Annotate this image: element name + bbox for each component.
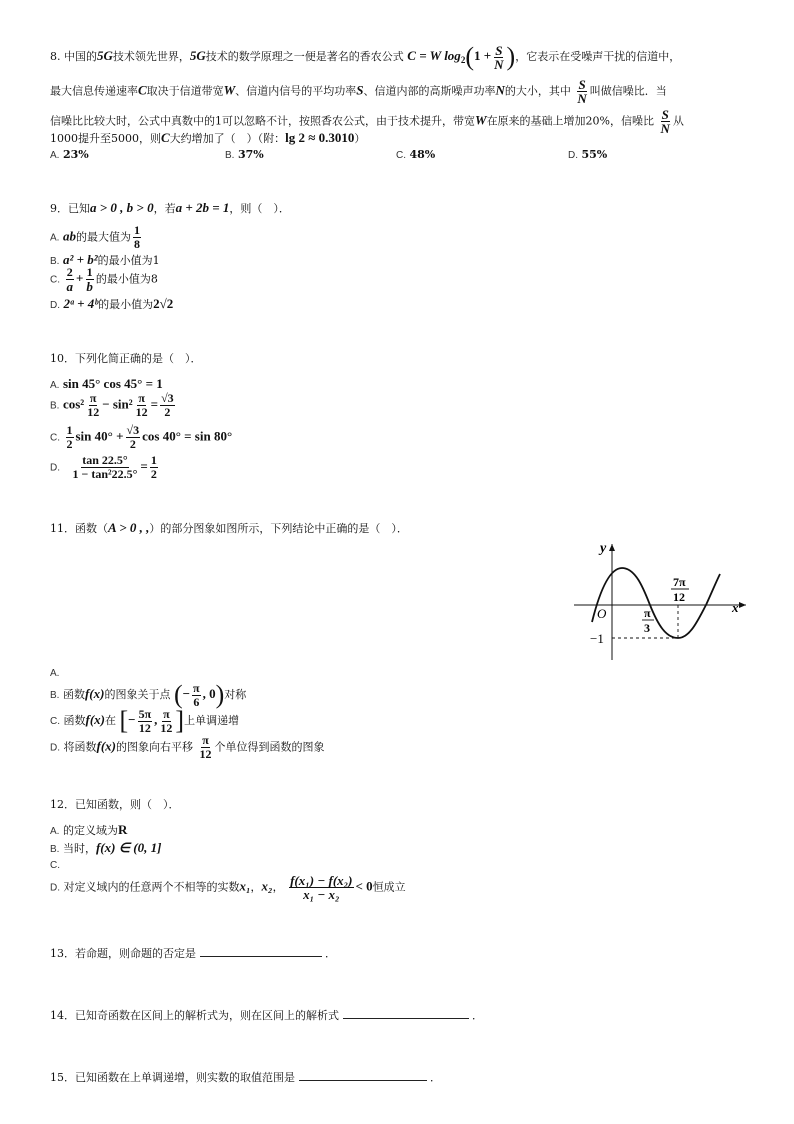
- den: 6: [193, 694, 200, 709]
- option-label: B.: [50, 690, 60, 701]
- den: 12: [135, 405, 148, 419]
- fraction: [135, 392, 149, 419]
- den: 2: [66, 437, 73, 451]
- den: 12: [199, 747, 212, 761]
- q8-text: 叫做信噪比．当: [589, 84, 667, 98]
- den: 2: [164, 405, 171, 419]
- q12-text: ，: [272, 880, 284, 894]
- bracket: ]: [175, 706, 185, 735]
- num: tan 22.5°: [82, 453, 128, 467]
- q11-text: 将函数: [63, 740, 97, 754]
- option-a[interactable]: [50, 224, 143, 251]
- num: 1: [66, 423, 73, 437]
- den: x₁ − x₂: [303, 887, 340, 902]
- q8-text: 中国的: [64, 50, 97, 63]
- q15-text: ．: [430, 1071, 441, 1084]
- q8-text: 、信道内信号的平均功率: [235, 84, 357, 98]
- q10-math: =: [140, 458, 148, 474]
- q8-text: 大约增加了（ ）（附：: [169, 132, 286, 145]
- fraction: [138, 708, 153, 735]
- q9-math: a² + b²: [62, 252, 98, 267]
- fraction: [199, 734, 213, 761]
- option-label: A.: [50, 380, 60, 391]
- q8-text: ，它表示在受噪声干扰的信道中，: [515, 50, 681, 63]
- q8-math: S: [356, 82, 364, 98]
- q9-math: 2√2: [153, 296, 174, 311]
- den: 8: [133, 237, 140, 251]
- option-label: A.: [50, 150, 60, 161]
- origin-label: O: [597, 606, 607, 621]
- q12-text: 恒成立: [372, 880, 406, 894]
- q14-text: ．: [472, 1009, 483, 1022]
- fraction: [86, 392, 100, 419]
- q10-math: − sin²: [102, 396, 133, 412]
- option-a[interactable]: [50, 376, 163, 392]
- q8-math: 5G: [97, 48, 113, 63]
- neg-one-label: −1: [590, 631, 604, 646]
- option-label: D.: [568, 150, 578, 161]
- num: 5π: [138, 706, 152, 721]
- q12-text: 对定义域内的任意两个不相等的实数: [63, 880, 240, 894]
- q9-text: 的最小值为: [98, 298, 154, 311]
- q14-text: 14．已知奇函数在区间上的解析式为，则在区间上的解析式: [50, 1009, 339, 1022]
- num: π: [202, 733, 209, 747]
- q8-text: ）: [354, 132, 366, 145]
- fraction: [192, 682, 201, 709]
- q12-math: x₁: [239, 878, 251, 894]
- p7-num: 7π: [673, 575, 686, 589]
- q9-text: 9．已知: [50, 202, 90, 215]
- option-label: B.: [225, 150, 235, 161]
- q8-fraction: [576, 78, 587, 105]
- option-a[interactable]: [50, 822, 127, 838]
- q9-math: a > 0 , b > 0: [90, 200, 154, 215]
- den: 12: [87, 405, 100, 419]
- num: π: [163, 706, 170, 721]
- pi3-den: 3: [644, 621, 650, 635]
- option-d[interactable]: [50, 454, 160, 481]
- fraction: [126, 424, 141, 451]
- option-label: C.: [50, 860, 60, 871]
- q11-text: 函数: [62, 688, 85, 701]
- option-label: B.: [50, 844, 60, 855]
- q11-text: 个单位得到函数的图象: [214, 740, 325, 754]
- den: N: [577, 91, 587, 106]
- q11-text: 上单调递增: [184, 714, 240, 727]
- den: a: [66, 279, 73, 294]
- option-a[interactable]: 23%: [62, 148, 89, 161]
- fraction: [72, 454, 139, 481]
- fraction: [289, 874, 353, 901]
- option-label: B.: [50, 400, 60, 412]
- den: b: [86, 279, 93, 294]
- q12-math: f(x) ∈ (0, 1]: [95, 840, 162, 855]
- answer-blank[interactable]: [299, 1068, 427, 1081]
- option-label: D.: [50, 300, 60, 311]
- num: 1: [133, 223, 140, 237]
- q9-text: 的最小值为8: [95, 272, 158, 286]
- p7-den: 12: [673, 590, 685, 604]
- num: f(x₁) − f(x₂): [290, 873, 353, 888]
- q8-formula: 1 +: [473, 48, 492, 63]
- num: S: [661, 107, 669, 122]
- q12-text: ，: [250, 880, 262, 894]
- option-label: D.: [50, 742, 60, 754]
- q12-math: R: [117, 822, 128, 837]
- option-c[interactable]: 48%: [409, 148, 436, 161]
- q9-text: ，则（ ）．: [229, 202, 290, 215]
- num: π: [89, 391, 97, 405]
- q8-math: lg 2 ≈ 0.3010: [285, 130, 355, 145]
- option-c[interactable]: [50, 266, 158, 293]
- option-c[interactable]: C. 函数f(x)在 [− $\frac{5\pi}{12}$ , $\frac{\pi}{12}$ ]上单调递增: [50, 706, 240, 735]
- option-d[interactable]: [50, 874, 406, 901]
- q11-text: 的图象关于点: [104, 688, 171, 701]
- q8-fraction: [660, 108, 671, 135]
- bracket: [: [119, 706, 129, 735]
- fraction: [85, 266, 94, 293]
- q11-math: −: [182, 686, 191, 701]
- den: 2: [129, 437, 136, 451]
- q11-math: f(x): [96, 738, 116, 754]
- q8-text: 1000提升至5000，则: [50, 132, 161, 145]
- option-label: D.: [50, 462, 60, 474]
- paren: (: [173, 680, 183, 709]
- fraction: [150, 454, 158, 481]
- y-label: y: [600, 541, 607, 556]
- den: 2: [150, 467, 157, 481]
- q8-math: W: [223, 82, 236, 98]
- fraction: [160, 392, 175, 419]
- q8-text: 、信道内部的高斯噪声功率: [363, 84, 496, 98]
- q13-text: ．: [325, 947, 336, 960]
- q9-math: a + 2b = 1: [175, 200, 230, 215]
- option-label: B.: [50, 256, 60, 267]
- q8-fraction: [493, 44, 504, 71]
- q10-math: =: [150, 396, 159, 412]
- q8-text: 的大小，其中: [504, 84, 571, 98]
- option-label: C.: [396, 150, 406, 161]
- q8-formula: C = W log: [407, 48, 461, 63]
- q10-math: cos 40° = sin 80°: [142, 428, 233, 444]
- q9-text: 的最大值为: [75, 230, 131, 244]
- option-d[interactable]: [50, 296, 173, 312]
- num: 2: [66, 265, 73, 279]
- num: 1: [86, 265, 93, 279]
- q11-math: A > 0 , ,: [108, 520, 150, 535]
- den: 12: [138, 720, 151, 735]
- q8-math: W: [475, 112, 487, 128]
- q11-text: ）的部分图象如图所示，下列结论中正确的是（ ）．: [149, 522, 408, 535]
- fraction: [133, 224, 141, 251]
- den: 1 − tan²22.5°: [72, 467, 138, 481]
- num: π: [138, 391, 145, 405]
- num: 1: [150, 453, 157, 467]
- fraction: [159, 708, 173, 735]
- q8-options: [50, 148, 89, 161]
- x-axis-arrow: [739, 602, 746, 608]
- q8-math: 5G: [189, 48, 206, 63]
- q9-text: ，若: [153, 202, 176, 215]
- q8-text: 从: [672, 114, 684, 128]
- sine-curve: [592, 568, 720, 638]
- paren: ): [215, 680, 225, 709]
- q10-math: cos²: [62, 396, 85, 412]
- q11-text: 的图象向右平移: [116, 740, 193, 754]
- paren: (: [465, 42, 474, 71]
- q13-text: 13．若命题，则命题的否定是: [50, 947, 196, 960]
- num: S: [578, 77, 586, 92]
- option-label: A.: [50, 232, 60, 244]
- answer-blank[interactable]: [200, 944, 322, 957]
- q9-math: 2ᵃ + 4ᵇ: [63, 296, 99, 311]
- num: π: [193, 680, 200, 695]
- q8-formula-sub: 2: [460, 55, 466, 66]
- q10-math: sin 45° cos 45° = 1: [62, 376, 163, 391]
- option-label: A.: [50, 668, 60, 679]
- option-label: A.: [50, 826, 60, 837]
- pi3-num: π: [644, 606, 651, 620]
- option-label: C.: [50, 274, 60, 286]
- option-d[interactable]: [50, 734, 325, 761]
- q9-math: ab: [62, 228, 76, 244]
- option-b[interactable]: 37%: [237, 148, 264, 161]
- paren: ): [506, 42, 516, 71]
- q8-text: 技术的数学原理之一便是著名的香农公式: [205, 50, 404, 63]
- option-a[interactable]: [50, 666, 59, 679]
- q8-math: C: [138, 82, 147, 98]
- q8-math: N: [495, 82, 505, 98]
- q11-math: f(x): [85, 712, 105, 727]
- q12-text: 12．已知函数，则（ ）．: [50, 798, 180, 811]
- option-label: D.: [50, 882, 60, 894]
- q11-text: 对称: [224, 688, 247, 701]
- q11-math: f(x): [84, 686, 105, 701]
- q8-text: 信噪比比较大时，公式中真数中的1可以忽略不计，按照香农公式，由于技术提升，带宽: [50, 114, 475, 128]
- num: √3: [126, 423, 140, 437]
- q10-math: sin 40° +: [75, 428, 124, 444]
- q15-text: 15．已知函数在上单调递增，则实数的取值范围是: [50, 1071, 295, 1084]
- q11-text: 在: [105, 714, 116, 727]
- q11-text: 11．函数（: [50, 522, 108, 535]
- q10-text: 10．下列化简正确的是（ ）．: [50, 352, 202, 365]
- option-c[interactable]: [50, 424, 232, 451]
- q12-math: < 0: [355, 878, 373, 894]
- q9-math: +: [76, 270, 84, 286]
- q9-text: 的最小值为1: [97, 254, 160, 267]
- option-label: C.: [50, 716, 60, 727]
- q11-text: 函数: [63, 714, 86, 727]
- num: √3: [161, 391, 174, 405]
- option-label: C.: [50, 432, 60, 444]
- x-label: x: [732, 600, 739, 615]
- option-b[interactable]: [50, 840, 161, 856]
- num: S: [495, 42, 503, 58]
- option-d[interactable]: 55%: [581, 148, 608, 161]
- sine-graph: [570, 540, 750, 668]
- answer-blank[interactable]: [343, 1006, 469, 1019]
- q11-math: , 0: [202, 686, 216, 701]
- fraction: [66, 424, 74, 451]
- q8-math: C: [161, 130, 170, 145]
- q8-text: 在原来的基础上增加20%，信噪比: [486, 114, 655, 128]
- q12-text: 当时，: [62, 842, 96, 855]
- q12-text: 的定义域为: [62, 824, 118, 837]
- option-b[interactable]: [50, 392, 177, 419]
- fraction: [66, 266, 75, 293]
- q12-math: x₂: [261, 878, 273, 894]
- den: N: [660, 121, 670, 136]
- q8-text: 取决于信道带宽: [146, 84, 224, 98]
- y-axis-arrow: [609, 544, 615, 551]
- q8-text: 技术领先世界，: [112, 50, 190, 63]
- den: 12: [160, 720, 173, 735]
- q8-text: 最大信息传递速率: [50, 84, 138, 98]
- option-c[interactable]: [50, 858, 60, 871]
- den: N: [494, 56, 504, 72]
- q8-number: 8.: [50, 50, 61, 63]
